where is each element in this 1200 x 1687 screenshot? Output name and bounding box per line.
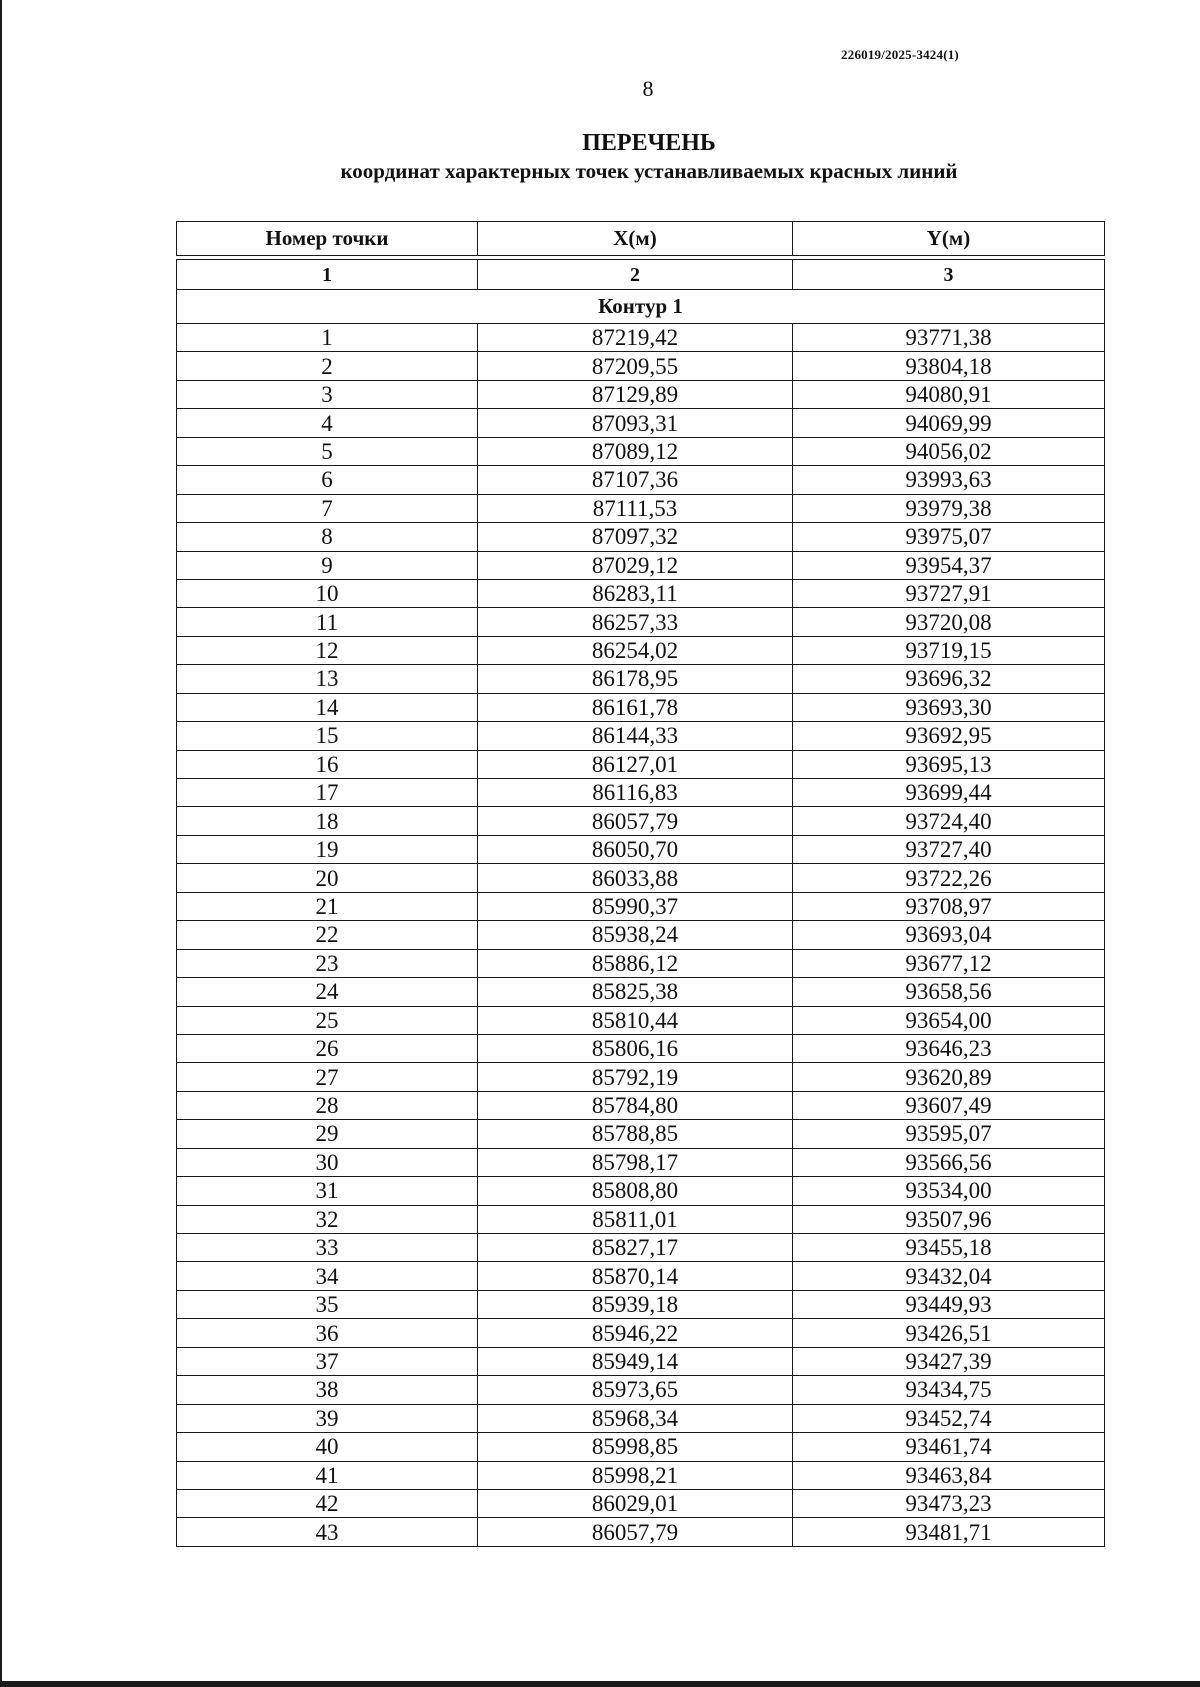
point-number-cell: 5 — [177, 437, 478, 465]
x-coordinate-cell: 85825,38 — [478, 978, 793, 1006]
x-coordinate-cell: 85939,18 — [478, 1290, 793, 1318]
table-row — [177, 949, 1105, 977]
document-number: 226019/2025-3424(1) — [841, 47, 959, 62]
x-coordinate-cell: 87129,89 — [478, 380, 793, 408]
point-number-cell: 43 — [177, 1518, 478, 1546]
point-number-cell: 31 — [177, 1177, 478, 1205]
y-coordinate-cell: 93692,95 — [793, 722, 1105, 750]
y-coordinate-cell: 93720,08 — [793, 608, 1105, 636]
table-row — [177, 523, 1105, 551]
contour-label: Контур 1 — [177, 290, 1105, 324]
point-number-cell: 9 — [177, 551, 478, 579]
x-coordinate-cell: 85938,24 — [478, 921, 793, 949]
x-coordinate-cell: 87219,42 — [478, 324, 793, 352]
point-number-cell: 34 — [177, 1262, 478, 1290]
table-row — [177, 1063, 1105, 1091]
x-coordinate-cell: 86029,01 — [478, 1489, 793, 1517]
point-number-cell: 27 — [177, 1063, 478, 1091]
y-coordinate-cell: 93607,49 — [793, 1091, 1105, 1119]
x-coordinate-cell: 85990,37 — [478, 892, 793, 920]
table-row — [177, 693, 1105, 721]
point-number-cell: 10 — [177, 579, 478, 607]
x-coordinate-cell: 87209,55 — [478, 352, 793, 380]
x-coordinate-cell: 86257,33 — [478, 608, 793, 636]
header-x: X(м) — [478, 222, 793, 256]
x-coordinate-cell: 86254,02 — [478, 636, 793, 664]
point-number-cell: 19 — [177, 835, 478, 863]
header-point-number: Номер точки — [177, 222, 478, 256]
x-coordinate-cell: 85806,16 — [478, 1034, 793, 1062]
table-row — [177, 1319, 1105, 1347]
y-coordinate-cell: 93481,71 — [793, 1518, 1105, 1546]
y-coordinate-cell: 93724,40 — [793, 807, 1105, 835]
y-coordinate-cell: 93699,44 — [793, 779, 1105, 807]
point-number-cell: 7 — [177, 494, 478, 522]
table-row — [177, 1262, 1105, 1290]
table-row — [177, 1404, 1105, 1432]
y-coordinate-cell: 93534,00 — [793, 1177, 1105, 1205]
point-number-cell: 40 — [177, 1433, 478, 1461]
y-coordinate-cell: 94080,91 — [793, 380, 1105, 408]
document-subtitle: координат характерных точек устанавливаемых красных линий — [340, 159, 958, 183]
point-number-cell: 4 — [177, 409, 478, 437]
y-coordinate-cell: 93708,97 — [793, 892, 1105, 920]
point-number-cell: 6 — [177, 466, 478, 494]
y-coordinate-cell: 93426,51 — [793, 1319, 1105, 1347]
y-coordinate-cell: 94069,99 — [793, 409, 1105, 437]
point-number-cell: 35 — [177, 1290, 478, 1318]
table-row — [177, 665, 1105, 693]
table-row — [177, 352, 1105, 380]
column-number-1: 1 — [177, 260, 478, 290]
table-row — [177, 437, 1105, 465]
point-number-cell: 23 — [177, 949, 478, 977]
x-coordinate-cell: 87111,53 — [478, 494, 793, 522]
x-coordinate-cell: 85792,19 — [478, 1063, 793, 1091]
y-coordinate-cell: 93595,07 — [793, 1120, 1105, 1148]
x-coordinate-cell: 86161,78 — [478, 693, 793, 721]
point-number-cell: 39 — [177, 1404, 478, 1432]
y-coordinate-cell: 93434,75 — [793, 1376, 1105, 1404]
y-coordinate-cell: 93993,63 — [793, 466, 1105, 494]
y-coordinate-cell: 93620,89 — [793, 1063, 1105, 1091]
point-number-cell: 41 — [177, 1461, 478, 1489]
point-number-cell: 30 — [177, 1148, 478, 1176]
table-row — [177, 1091, 1105, 1119]
y-coordinate-cell: 93727,40 — [793, 835, 1105, 863]
point-number-cell: 11 — [177, 608, 478, 636]
table-row — [177, 892, 1105, 920]
point-number-cell: 25 — [177, 1006, 478, 1034]
scan-edge-left — [0, 0, 2, 1687]
y-coordinate-cell: 93695,13 — [793, 750, 1105, 778]
table-row — [177, 466, 1105, 494]
table-header-row — [177, 222, 1105, 256]
x-coordinate-cell: 87107,36 — [478, 466, 793, 494]
x-coordinate-cell: 85870,14 — [478, 1262, 793, 1290]
x-coordinate-cell: 85998,21 — [478, 1461, 793, 1489]
table-row — [177, 551, 1105, 579]
point-number-cell: 16 — [177, 750, 478, 778]
table-row — [177, 636, 1105, 664]
point-number-cell: 2 — [177, 352, 478, 380]
y-coordinate-cell: 93452,74 — [793, 1404, 1105, 1432]
y-coordinate-cell: 93473,23 — [793, 1489, 1105, 1517]
y-coordinate-cell: 93727,91 — [793, 579, 1105, 607]
x-coordinate-cell: 85810,44 — [478, 1006, 793, 1034]
x-coordinate-cell: 87089,12 — [478, 437, 793, 465]
y-coordinate-cell: 93804,18 — [793, 352, 1105, 380]
table-row — [177, 1489, 1105, 1517]
page-number: 8 — [642, 76, 654, 101]
point-number-cell: 24 — [177, 978, 478, 1006]
x-coordinate-cell: 85973,65 — [478, 1376, 793, 1404]
point-number-cell: 26 — [177, 1034, 478, 1062]
y-coordinate-cell: 93975,07 — [793, 523, 1105, 551]
table-row — [177, 380, 1105, 408]
x-coordinate-cell: 85968,34 — [478, 1404, 793, 1432]
y-coordinate-cell: 93693,30 — [793, 693, 1105, 721]
table-row — [177, 1376, 1105, 1404]
table-row — [177, 921, 1105, 949]
y-coordinate-cell: 93432,04 — [793, 1262, 1105, 1290]
table-row — [177, 1347, 1105, 1375]
y-coordinate-cell: 93507,96 — [793, 1205, 1105, 1233]
table-row — [177, 1433, 1105, 1461]
column-numbers-row — [177, 260, 1105, 290]
point-number-cell: 29 — [177, 1120, 478, 1148]
point-number-cell: 32 — [177, 1205, 478, 1233]
x-coordinate-cell: 85886,12 — [478, 949, 793, 977]
x-coordinate-cell: 86057,79 — [478, 807, 793, 835]
y-coordinate-cell: 93677,12 — [793, 949, 1105, 977]
x-coordinate-cell: 85949,14 — [478, 1347, 793, 1375]
point-number-cell: 8 — [177, 523, 478, 551]
point-number-cell: 38 — [177, 1376, 478, 1404]
column-number-2: 2 — [478, 260, 793, 290]
y-coordinate-cell: 93646,23 — [793, 1034, 1105, 1062]
table-row — [177, 1290, 1105, 1318]
y-coordinate-cell: 93658,56 — [793, 978, 1105, 1006]
point-number-cell: 1 — [177, 324, 478, 352]
y-coordinate-cell: 93979,38 — [793, 494, 1105, 522]
x-coordinate-cell: 86127,01 — [478, 750, 793, 778]
header-y: Y(м) — [793, 222, 1105, 256]
table-row — [177, 1120, 1105, 1148]
table-row — [177, 1177, 1105, 1205]
x-coordinate-cell: 86144,33 — [478, 722, 793, 750]
x-coordinate-cell: 85788,85 — [478, 1120, 793, 1148]
y-coordinate-cell: 93654,00 — [793, 1006, 1105, 1034]
table-row — [177, 1034, 1105, 1062]
table-row — [177, 1461, 1105, 1489]
table-row — [177, 324, 1105, 352]
y-coordinate-cell: 93455,18 — [793, 1234, 1105, 1262]
table-row — [177, 1006, 1105, 1034]
x-coordinate-cell: 85808,80 — [478, 1177, 793, 1205]
table-row — [177, 807, 1105, 835]
table-row — [177, 1205, 1105, 1233]
point-number-cell: 14 — [177, 693, 478, 721]
column-number-3: 3 — [793, 260, 1105, 290]
x-coordinate-cell: 85827,17 — [478, 1234, 793, 1262]
point-number-cell: 22 — [177, 921, 478, 949]
table-row — [177, 1148, 1105, 1176]
y-coordinate-cell: 93722,26 — [793, 864, 1105, 892]
y-coordinate-cell: 93449,93 — [793, 1290, 1105, 1318]
x-coordinate-cell: 86116,83 — [478, 779, 793, 807]
table-row — [177, 779, 1105, 807]
y-coordinate-cell: 93463,84 — [793, 1461, 1105, 1489]
table-row — [177, 608, 1105, 636]
y-coordinate-cell: 93696,32 — [793, 665, 1105, 693]
scan-edge-bottom — [0, 1681, 1200, 1687]
y-coordinate-cell: 93693,04 — [793, 921, 1105, 949]
point-number-cell: 42 — [177, 1489, 478, 1517]
x-coordinate-cell: 85998,85 — [478, 1433, 793, 1461]
x-coordinate-cell: 85784,80 — [478, 1091, 793, 1119]
x-coordinate-cell: 87097,32 — [478, 523, 793, 551]
table-body — [177, 324, 1105, 1547]
x-coordinate-cell: 87029,12 — [478, 551, 793, 579]
table-row — [177, 978, 1105, 1006]
y-coordinate-cell: 93954,37 — [793, 551, 1105, 579]
point-number-cell: 28 — [177, 1091, 478, 1119]
point-number-cell: 13 — [177, 665, 478, 693]
y-coordinate-cell: 93719,15 — [793, 636, 1105, 664]
x-coordinate-cell: 86050,70 — [478, 835, 793, 863]
point-number-cell: 33 — [177, 1234, 478, 1262]
table-row — [177, 579, 1105, 607]
y-coordinate-cell: 93566,56 — [793, 1148, 1105, 1176]
coordinates-table — [176, 221, 1105, 1547]
x-coordinate-cell: 86033,88 — [478, 864, 793, 892]
x-coordinate-cell: 85811,01 — [478, 1205, 793, 1233]
table-row — [177, 864, 1105, 892]
table-row — [177, 494, 1105, 522]
x-coordinate-cell: 85798,17 — [478, 1148, 793, 1176]
y-coordinate-cell: 93771,38 — [793, 324, 1105, 352]
y-coordinate-cell: 93427,39 — [793, 1347, 1105, 1375]
point-number-cell: 17 — [177, 779, 478, 807]
point-number-cell: 3 — [177, 380, 478, 408]
x-coordinate-cell: 86178,95 — [478, 665, 793, 693]
table-row — [177, 1518, 1105, 1546]
x-coordinate-cell: 85946,22 — [478, 1319, 793, 1347]
table-row — [177, 722, 1105, 750]
point-number-cell: 18 — [177, 807, 478, 835]
point-number-cell: 15 — [177, 722, 478, 750]
table-row — [177, 409, 1105, 437]
point-number-cell: 12 — [177, 636, 478, 664]
document-title: ПЕРЕЧЕНЬ — [582, 130, 716, 156]
x-coordinate-cell: 86057,79 — [478, 1518, 793, 1546]
table-row — [177, 750, 1105, 778]
x-coordinate-cell: 87093,31 — [478, 409, 793, 437]
point-number-cell: 21 — [177, 892, 478, 920]
point-number-cell: 36 — [177, 1319, 478, 1347]
table-row — [177, 1234, 1105, 1262]
y-coordinate-cell: 94056,02 — [793, 437, 1105, 465]
contour-row — [177, 290, 1105, 324]
point-number-cell: 37 — [177, 1347, 478, 1375]
y-coordinate-cell: 93461,74 — [793, 1433, 1105, 1461]
x-coordinate-cell: 86283,11 — [478, 579, 793, 607]
point-number-cell: 20 — [177, 864, 478, 892]
table-row — [177, 835, 1105, 863]
